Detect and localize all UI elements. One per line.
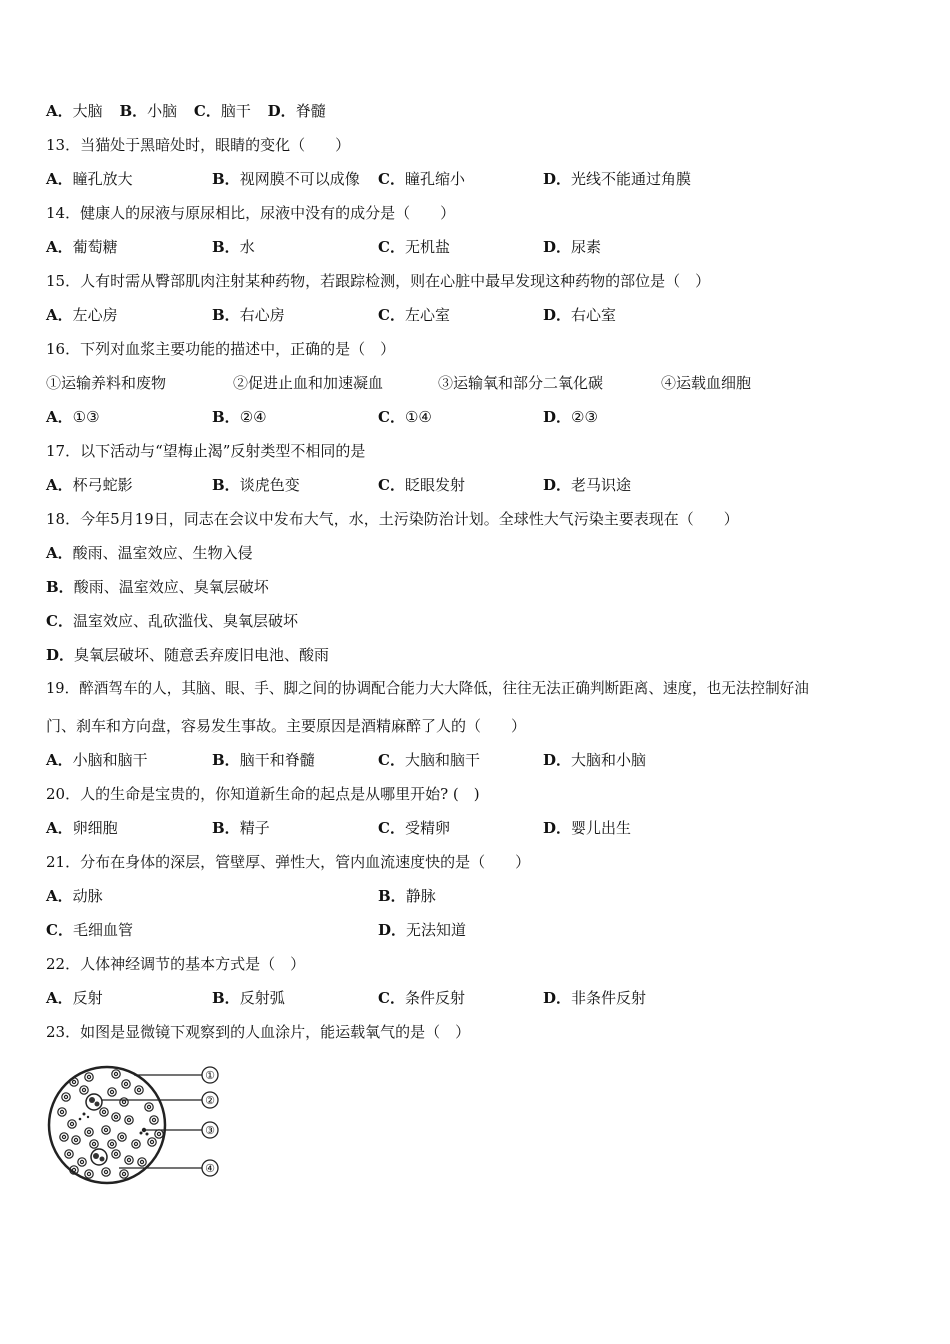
option-text: 大脑 <box>72 102 103 120</box>
q19-option-d <box>543 750 646 770</box>
option-letter: A． <box>46 989 73 1007</box>
option-letter: B． <box>212 751 240 769</box>
q14-option-d <box>543 237 601 257</box>
label-2: ② <box>205 1094 215 1107</box>
q17-option-c <box>378 475 465 495</box>
option-letter: A． <box>46 102 73 120</box>
option-text: 酸雨、温室效应、生物入侵 <box>72 544 253 562</box>
option-letter: A． <box>46 751 73 769</box>
option-text: 尿素 <box>571 238 602 256</box>
option-text: 臭氧层破坏、随意丢弃废旧电池、酸雨 <box>74 646 330 664</box>
option-text: 脊髓 <box>295 102 326 120</box>
option-letter: D． <box>543 408 572 426</box>
option-letter: A． <box>46 238 73 256</box>
option-text: 脑干和脊髓 <box>239 751 315 769</box>
q16-item-1: ①运输养料和废物 <box>46 374 167 392</box>
option-text: 酸雨、温室效应、臭氧层破坏 <box>73 578 269 596</box>
q22-option-a <box>46 988 103 1008</box>
q16-option-c <box>378 407 432 427</box>
option-letter: A． <box>46 408 73 426</box>
option-letter: B． <box>212 989 240 1007</box>
label-3: ③ <box>205 1124 215 1137</box>
q22-stem: 22．人体神经调节的基本方式是（ ） <box>46 955 306 973</box>
option-letter: A． <box>46 544 73 562</box>
option-text: 温室效应、乱砍滥伐、臭氧层破坏 <box>72 612 298 630</box>
q18-option-c <box>46 611 298 631</box>
q16-option-a <box>46 407 100 427</box>
option-text: 瞳孔缩小 <box>404 170 465 188</box>
q18-option-b <box>46 577 269 597</box>
option-letter: D． <box>543 476 572 494</box>
q21-option-a <box>46 886 103 906</box>
q18-stem: 18．今年5月19日，同志在会议中发布大气，水，土污染防治计划。全球性大气污染主要表现在（ ） <box>46 510 739 528</box>
q14-option-c <box>378 237 450 257</box>
q13-option-d <box>543 169 691 189</box>
q19-option-a <box>46 750 148 770</box>
option-letter: B． <box>46 578 74 596</box>
option-text: ①③ <box>72 408 100 426</box>
option-letter: C． <box>378 408 405 426</box>
option-letter: D． <box>543 819 572 837</box>
q19-stem-line1: 19．醉酒驾车的人，其脑、眼、手、脚之间的协调配合能力大大降低，往往无法正确判断距离、速度，也无法控制好油 <box>46 680 809 697</box>
option-letter: A． <box>46 170 73 188</box>
q14-option-b <box>212 237 255 257</box>
q13-stem: 13．当猫处于黑暗处时，眼睛的变化（ ） <box>46 136 351 154</box>
label-1: ① <box>205 1069 215 1082</box>
q20-option-d <box>543 818 631 838</box>
option-letter: D． <box>543 306 572 324</box>
option-letter: C． <box>378 751 405 769</box>
q17-stem: 17．以下活动与“望梅止渴”反射类型不相同的是 <box>46 442 366 460</box>
q19-stem-line2: 门、刹车和方向盘，容易发生事故。主要原因是酒精麻醉了人的（ ） <box>46 717 527 735</box>
microscope-field <box>49 1067 165 1183</box>
q14-stem: 14．健康人的尿液与原尿相比，尿液中没有的成分是（ ） <box>46 204 456 222</box>
white-blood-cell <box>86 1094 102 1110</box>
option-text: 静脉 <box>405 887 436 905</box>
q21-option-d <box>378 920 466 940</box>
q20-option-b <box>212 818 270 838</box>
option-text: ②③ <box>571 408 598 426</box>
option-text: 杯弓蛇影 <box>72 476 133 494</box>
q22-option-c <box>378 988 465 1008</box>
option-text: 动脉 <box>72 887 103 905</box>
option-letter: C． <box>378 306 405 324</box>
option-text: 视网膜不可以成像 <box>239 170 360 188</box>
white-blood-cell <box>91 1149 107 1165</box>
option-letter: B． <box>212 819 240 837</box>
q16-stem: 16．下列对血浆主要功能的描述中，正确的是（ ） <box>46 340 396 358</box>
option-letter: C． <box>378 989 405 1007</box>
blood-smear-figure <box>44 1062 224 1192</box>
option-letter: A． <box>46 476 73 494</box>
option-letter: D． <box>543 751 572 769</box>
option-text: 大脑和小脑 <box>571 751 647 769</box>
option-text: 葡萄糖 <box>72 238 118 256</box>
option-text: 水 <box>239 238 255 256</box>
q21-option-b <box>378 886 436 906</box>
q19-option-b <box>212 750 315 770</box>
label-4: ④ <box>205 1162 215 1175</box>
option-letter: D． <box>543 989 572 1007</box>
q14-option-a <box>46 237 118 257</box>
q23-stem: 23．如图是显微镜下观察到的人血涂片，能运载氧气的是（ ） <box>46 1023 471 1041</box>
option-letter: B． <box>212 476 240 494</box>
option-text: ②④ <box>239 408 267 426</box>
q15-option-b <box>212 305 285 325</box>
option-letter: B． <box>212 238 240 256</box>
option-letter: D． <box>543 238 572 256</box>
q16-option-b <box>212 407 267 427</box>
option-letter: C． <box>46 612 73 630</box>
q22-option-b <box>212 988 285 1008</box>
q15-option-a <box>46 305 118 325</box>
option-text: 无法知道 <box>406 921 467 939</box>
q21-option-c <box>46 920 133 940</box>
option-text: 右心房 <box>239 306 285 324</box>
option-letter: C． <box>378 819 405 837</box>
q20-stem: 20．人的生命是宝贵的，你知道新生命的起点是从哪里开始? ( ) <box>46 785 480 803</box>
option-text: 受精卵 <box>404 819 450 837</box>
q16-option-d <box>543 407 598 427</box>
option-text: 精子 <box>239 819 270 837</box>
q19-option-c <box>378 750 480 770</box>
q16-item-3: ③运输氧和部分二氧化碳 <box>438 374 604 392</box>
q18-option-d <box>46 645 329 665</box>
option-text: 无机盐 <box>404 238 450 256</box>
q21-stem: 21．分布在身体的深层，管壁厚、弹性大，管内血流速度快的是（ ） <box>46 853 531 871</box>
q18-option-a <box>46 543 253 563</box>
q15-stem: 15．人有时需从臀部肌肉注射某种药物，若跟踪检测，则在心脏中最早发现这种药物的部位是（ ） <box>46 272 711 290</box>
q17-option-d <box>543 475 631 495</box>
option-text: 条件反射 <box>404 989 465 1007</box>
option-text: 毛细血管 <box>72 921 133 939</box>
option-letter: D． <box>543 170 572 188</box>
q15-option-c <box>378 305 450 325</box>
option-text: 谈虎色变 <box>239 476 300 494</box>
option-text: 瞳孔放大 <box>72 170 133 188</box>
q13-option-a <box>46 169 133 189</box>
label-circles <box>202 1067 218 1176</box>
q13-option-c <box>378 169 465 189</box>
q20-option-a <box>46 818 118 838</box>
option-letter: D． <box>46 646 75 664</box>
option-text: 非条件反射 <box>571 989 647 1007</box>
option-letter: B． <box>119 102 148 120</box>
option-letter: C． <box>46 921 73 939</box>
q17-option-a <box>46 475 133 495</box>
option-text: 左心室 <box>404 306 450 324</box>
option-letter: B． <box>212 306 240 324</box>
q16-item-4: ④运载血细胞 <box>661 374 752 392</box>
option-text: 反射弧 <box>239 989 285 1007</box>
option-text: 光线不能通过角膜 <box>571 170 692 188</box>
option-text: 小脑 <box>147 102 178 120</box>
option-text: 大脑和脑干 <box>404 751 480 769</box>
option-letter: C． <box>378 238 405 256</box>
option-text: 右心室 <box>571 306 617 324</box>
option-text: 脑干 <box>220 102 251 120</box>
option-text: ①④ <box>404 408 432 426</box>
option-letter: C． <box>378 476 405 494</box>
option-letter: B． <box>212 408 240 426</box>
q20-option-c <box>378 818 450 838</box>
option-text: 卵细胞 <box>72 819 118 837</box>
option-letter: D． <box>378 921 407 939</box>
q17-option-b <box>212 475 300 495</box>
option-letter: A． <box>46 306 73 324</box>
q15-option-d <box>543 305 616 325</box>
option-text: 左心房 <box>72 306 118 324</box>
option-text: 老马识途 <box>571 476 632 494</box>
option-text: 小脑和脑干 <box>72 751 148 769</box>
option-text: 反射 <box>72 989 103 1007</box>
q12-options <box>46 101 326 121</box>
option-letter: A． <box>46 819 73 837</box>
option-text: 眨眼发射 <box>404 476 465 494</box>
option-letter: B． <box>378 887 406 905</box>
option-text: 婴儿出生 <box>571 819 632 837</box>
q22-option-d <box>543 988 646 1008</box>
option-letter: A． <box>46 887 73 905</box>
q16-item-2: ②促进止血和加速凝血 <box>233 374 384 392</box>
option-letter: B． <box>212 170 240 188</box>
q13-option-b <box>212 169 360 189</box>
option-letter: D． <box>267 102 296 120</box>
option-letter: C． <box>193 102 221 120</box>
option-letter: C． <box>378 170 405 188</box>
